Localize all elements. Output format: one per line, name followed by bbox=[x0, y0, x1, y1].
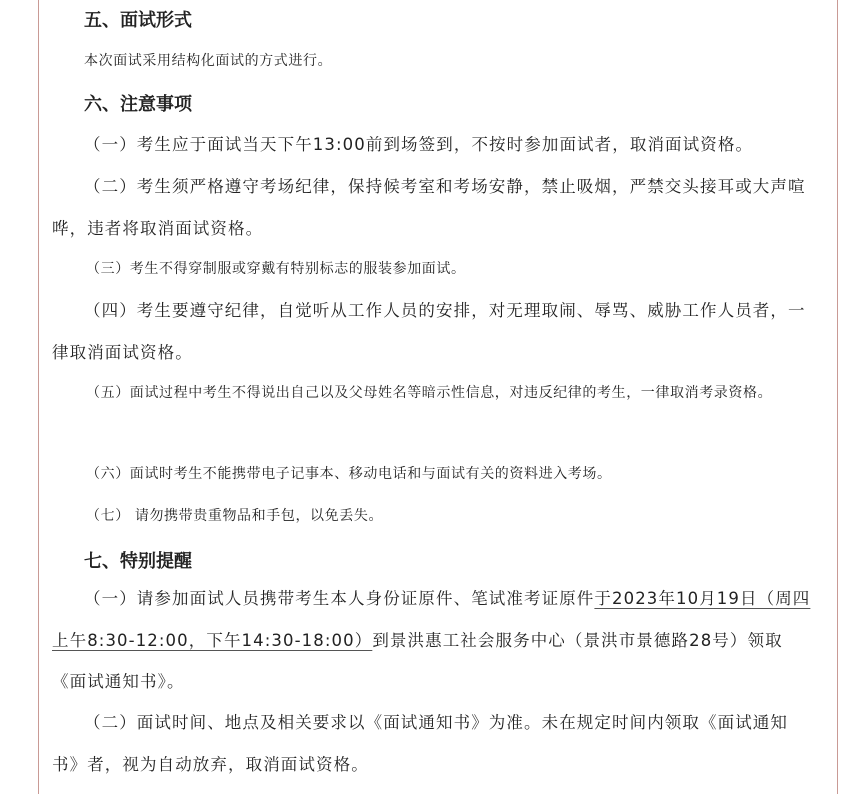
section-heading-interview-form: 五、面试形式 bbox=[84, 10, 192, 31]
note-item-5: （五）面试过程中考生不得说出自己以及父母姓名等暗示性信息，对违反纪律的考生，一律取消考录资格。 bbox=[86, 385, 773, 401]
reminder-item-2: （二）面试时间、地点及相关要求以《面试通知书》为准。未在规定时间内领取《面试通知书》者，视为自动放弃，取消面试资格。 bbox=[52, 713, 788, 774]
note-item-7: （七） 请勿携带贵重物品和手包，以免丢失。 bbox=[86, 508, 384, 524]
left-border-line bbox=[38, 0, 39, 794]
section-heading-reminder: 七、特别提醒 bbox=[84, 551, 192, 572]
note-item-1: （一）考生应于面试当天下午13:00前到场签到，不按时参加面试者，取消面试资格。 bbox=[84, 135, 754, 154]
note-item-4: （四）考生要遵守纪律，自觉听从工作人员的安排，对无理取闹、辱骂、威胁工作人员者，一律取消面试资格。 bbox=[52, 301, 806, 362]
reminder-item-1 bbox=[52, 578, 812, 703]
reminder-item-1-text-b: 到景洪惠工社会服务中心（景洪市景德路28号）领取《面试通知书》。 bbox=[52, 630, 783, 691]
reminder-item-1-date-underlined: 于2023年10月19日（周四上午8:30-12:00，下午14:30-18:00） bbox=[52, 589, 811, 650]
note-item-2: （二）考生须严格遵守考场纪律，保持候考室和考场安静，禁止吸烟，严禁交头接耳或大声喧哗，违者将取消面试资格。 bbox=[52, 177, 806, 238]
reminder-item-1-text-a: （一）请参加面试人员携带考生本人身份证原件、笔试准考证原件 bbox=[84, 589, 595, 608]
note-item-6: （六）面试时考生不能携带电子记事本、移动电话和与面试有关的资料进入考场。 bbox=[86, 466, 612, 482]
paragraph-interview-form: 本次面试采用结构化面试的方式进行。 bbox=[84, 53, 333, 69]
right-border-line bbox=[837, 0, 838, 794]
section-heading-notes: 六、注意事项 bbox=[84, 94, 192, 115]
note-item-3: （三）考生不得穿制服或穿戴有特别标志的服装参加面试。 bbox=[86, 261, 466, 277]
